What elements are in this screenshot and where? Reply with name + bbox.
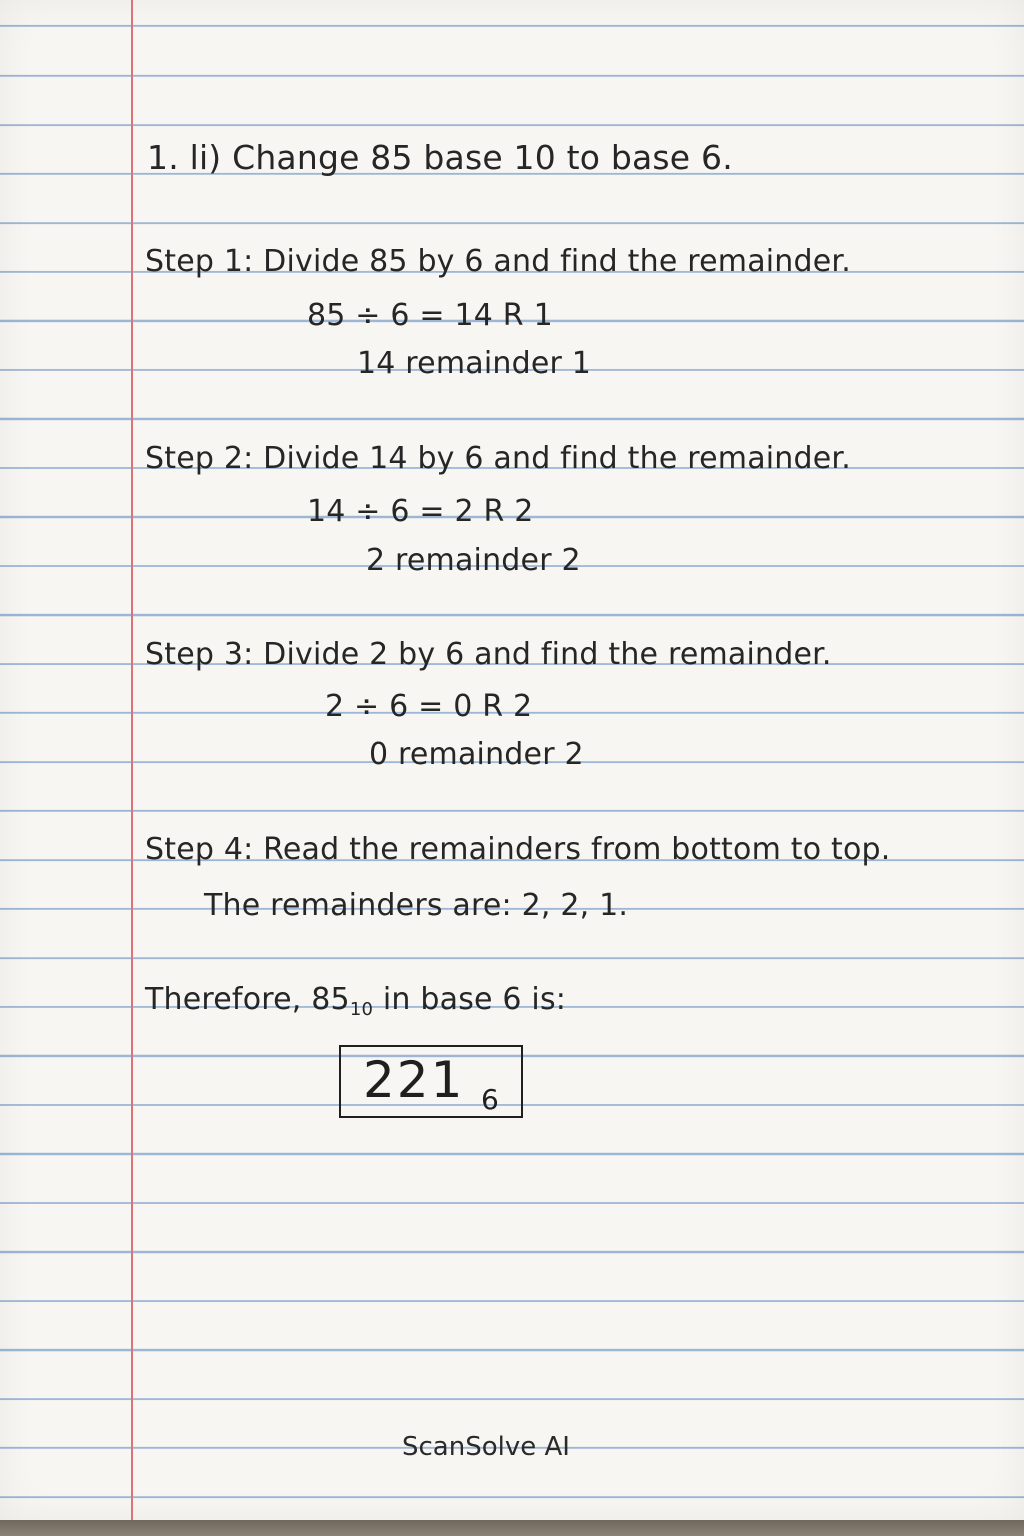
margin-line [131,0,133,1520]
problem-title: 1. li) Change 85 base 10 to base 6. [147,138,733,177]
step-2-result: 2 remainder 2 [366,543,581,578]
conclusion-line [145,982,566,1020]
answer-value: 221 [363,1051,465,1109]
step-2-equation: 14 ÷ 6 = 2 R 2 [307,494,534,529]
step-1-result: 14 remainder 1 [357,346,592,381]
step-1-equation: 85 ÷ 6 = 14 R 1 [307,298,553,333]
step-3-equation: 2 ÷ 6 = 0 R 2 [325,689,533,724]
footer-brand: ScanSolve AI [402,1432,570,1462]
step-3-title: Step 3: Divide 2 by 6 and find the remainder. [145,637,832,672]
step-1-title: Step 1: Divide 85 by 6 and find the remainder. [145,244,851,279]
conclusion-prefix: Therefore, 85 [145,982,350,1017]
step-2-title: Step 2: Divide 14 by 6 and find the remainder. [145,441,851,476]
conclusion-suffix: in base 6 is: [373,982,567,1017]
step-4-note: The remainders are: 2, 2, 1. [204,888,629,923]
step-4-title: Step 4: Read the remainders from bottom to top. [145,832,891,867]
conclusion-base-subscript: 10 [349,999,374,1020]
answer-base-subscript: 6 [481,1083,499,1116]
step-3-result: 0 remainder 2 [369,737,584,772]
answer-box [339,1045,523,1118]
table-surface [0,1520,1024,1536]
